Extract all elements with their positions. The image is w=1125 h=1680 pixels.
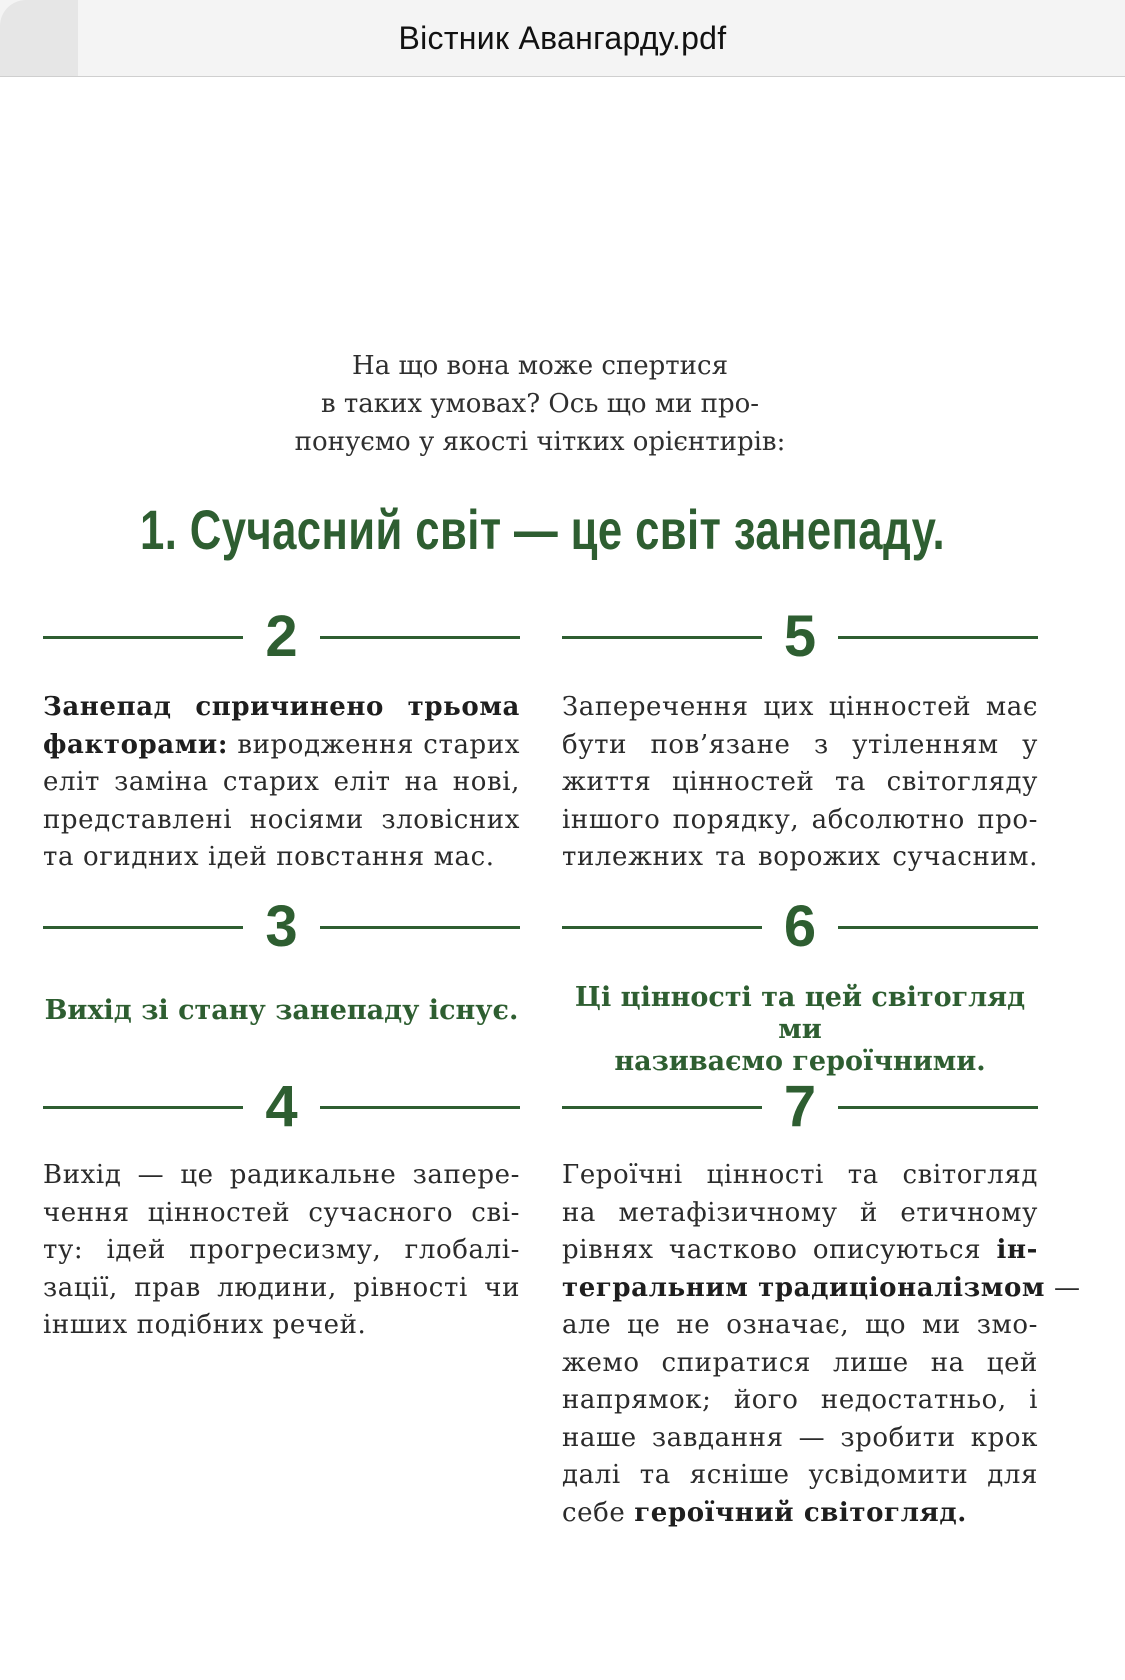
text-line: Заперечення цих цінностей має bbox=[562, 692, 1038, 722]
section-divider-4 bbox=[43, 1074, 520, 1139]
section-6-statement bbox=[562, 982, 1038, 1078]
text-line: далі та ясніше усвідомити для bbox=[562, 1460, 1038, 1490]
section-number: 4 bbox=[265, 1074, 298, 1139]
text-line: Вихід — це радикальне запере- bbox=[43, 1160, 520, 1190]
intro-line: На що вона може спертися bbox=[352, 351, 728, 381]
text-line: факторами: виродження старих bbox=[43, 729, 520, 760]
section-number: 5 bbox=[783, 604, 817, 669]
window-title-bar bbox=[0, 0, 1125, 77]
section-number: 3 bbox=[265, 894, 298, 959]
section-number: 7 bbox=[783, 1074, 817, 1139]
text-line: Героїчні цінності та світогляд bbox=[562, 1160, 1038, 1190]
section-7-text bbox=[562, 1157, 1081, 1532]
text-line: чення цінностей сучасного сві- bbox=[43, 1197, 520, 1228]
intro-line: понуємо у якості чітких орієнтирів: bbox=[294, 427, 786, 457]
section-4-text bbox=[43, 1157, 520, 1345]
section-2-text bbox=[43, 689, 520, 877]
text-line: але це не означає, що ми змо- bbox=[562, 1310, 1038, 1340]
text-line: еліт заміна старих еліт на нові, bbox=[43, 767, 520, 797]
text-line: життя цінностей та світогляду bbox=[562, 767, 1038, 797]
text-line: себе героїчний світогляд. bbox=[562, 1497, 967, 1528]
section-number: 6 bbox=[783, 894, 817, 959]
text-line: жемо спиратися лише на цей bbox=[562, 1347, 1038, 1378]
text-line: напрямок; його недостатньо, і bbox=[562, 1385, 1038, 1415]
section-3-statement: Вихід зі стану занепаду існує. bbox=[44, 995, 519, 1026]
text-line: тегральним традиціоналізмом — bbox=[562, 1272, 1081, 1303]
text-line: ту: ідей прогресизму, глобалі- bbox=[43, 1235, 520, 1265]
intro-paragraph bbox=[240, 347, 840, 461]
text-line: рівнях частково описуються ін- bbox=[562, 1235, 1038, 1265]
divider-rule bbox=[838, 1106, 1038, 1109]
text-line: Ці цінності та цей світогляд ми bbox=[574, 982, 1026, 1045]
text-line: інших подібних речей. bbox=[43, 1310, 367, 1340]
section-divider-5 bbox=[562, 604, 1038, 669]
text-line: зації, прав людини, рівності чи bbox=[43, 1272, 520, 1303]
text-line: тилежних та ворожих сучасним. bbox=[562, 842, 1038, 872]
divider-rule bbox=[320, 1106, 520, 1109]
section-divider-6 bbox=[562, 894, 1038, 959]
divider-rule bbox=[320, 636, 520, 639]
section-divider-7 bbox=[562, 1074, 1038, 1139]
divider-rule bbox=[320, 926, 520, 929]
divider-rule bbox=[838, 636, 1038, 639]
text-line: бути пов’язане з утіленням у bbox=[562, 729, 1038, 760]
text-line: на метафізичному й етичному bbox=[562, 1197, 1038, 1228]
intro-line: в таких умовах? Ось що ми про- bbox=[320, 389, 760, 419]
document-title: Вістник Авангарду.pdf bbox=[398, 20, 727, 56]
text-line: називаємо героїчними. bbox=[614, 1046, 986, 1077]
text-line: Занепад спричинено трьома bbox=[43, 692, 520, 722]
section-headline: 1. Сучасний світ — це світ занепаду. bbox=[140, 498, 945, 561]
pdf-page[interactable] bbox=[0, 77, 1125, 1680]
text-line: та огидних ідей повстання мас. bbox=[43, 842, 495, 872]
section-5-text bbox=[562, 689, 1038, 877]
text-line: іншого порядку, абсолютно про- bbox=[562, 804, 1038, 835]
section-divider-2 bbox=[43, 604, 520, 669]
section-divider-3 bbox=[43, 894, 520, 959]
section-number: 2 bbox=[265, 604, 298, 669]
text-line: наше завдання — зробити крок bbox=[562, 1422, 1038, 1453]
text-line: представлені носіями зловісних bbox=[43, 804, 520, 835]
divider-rule bbox=[838, 926, 1038, 929]
